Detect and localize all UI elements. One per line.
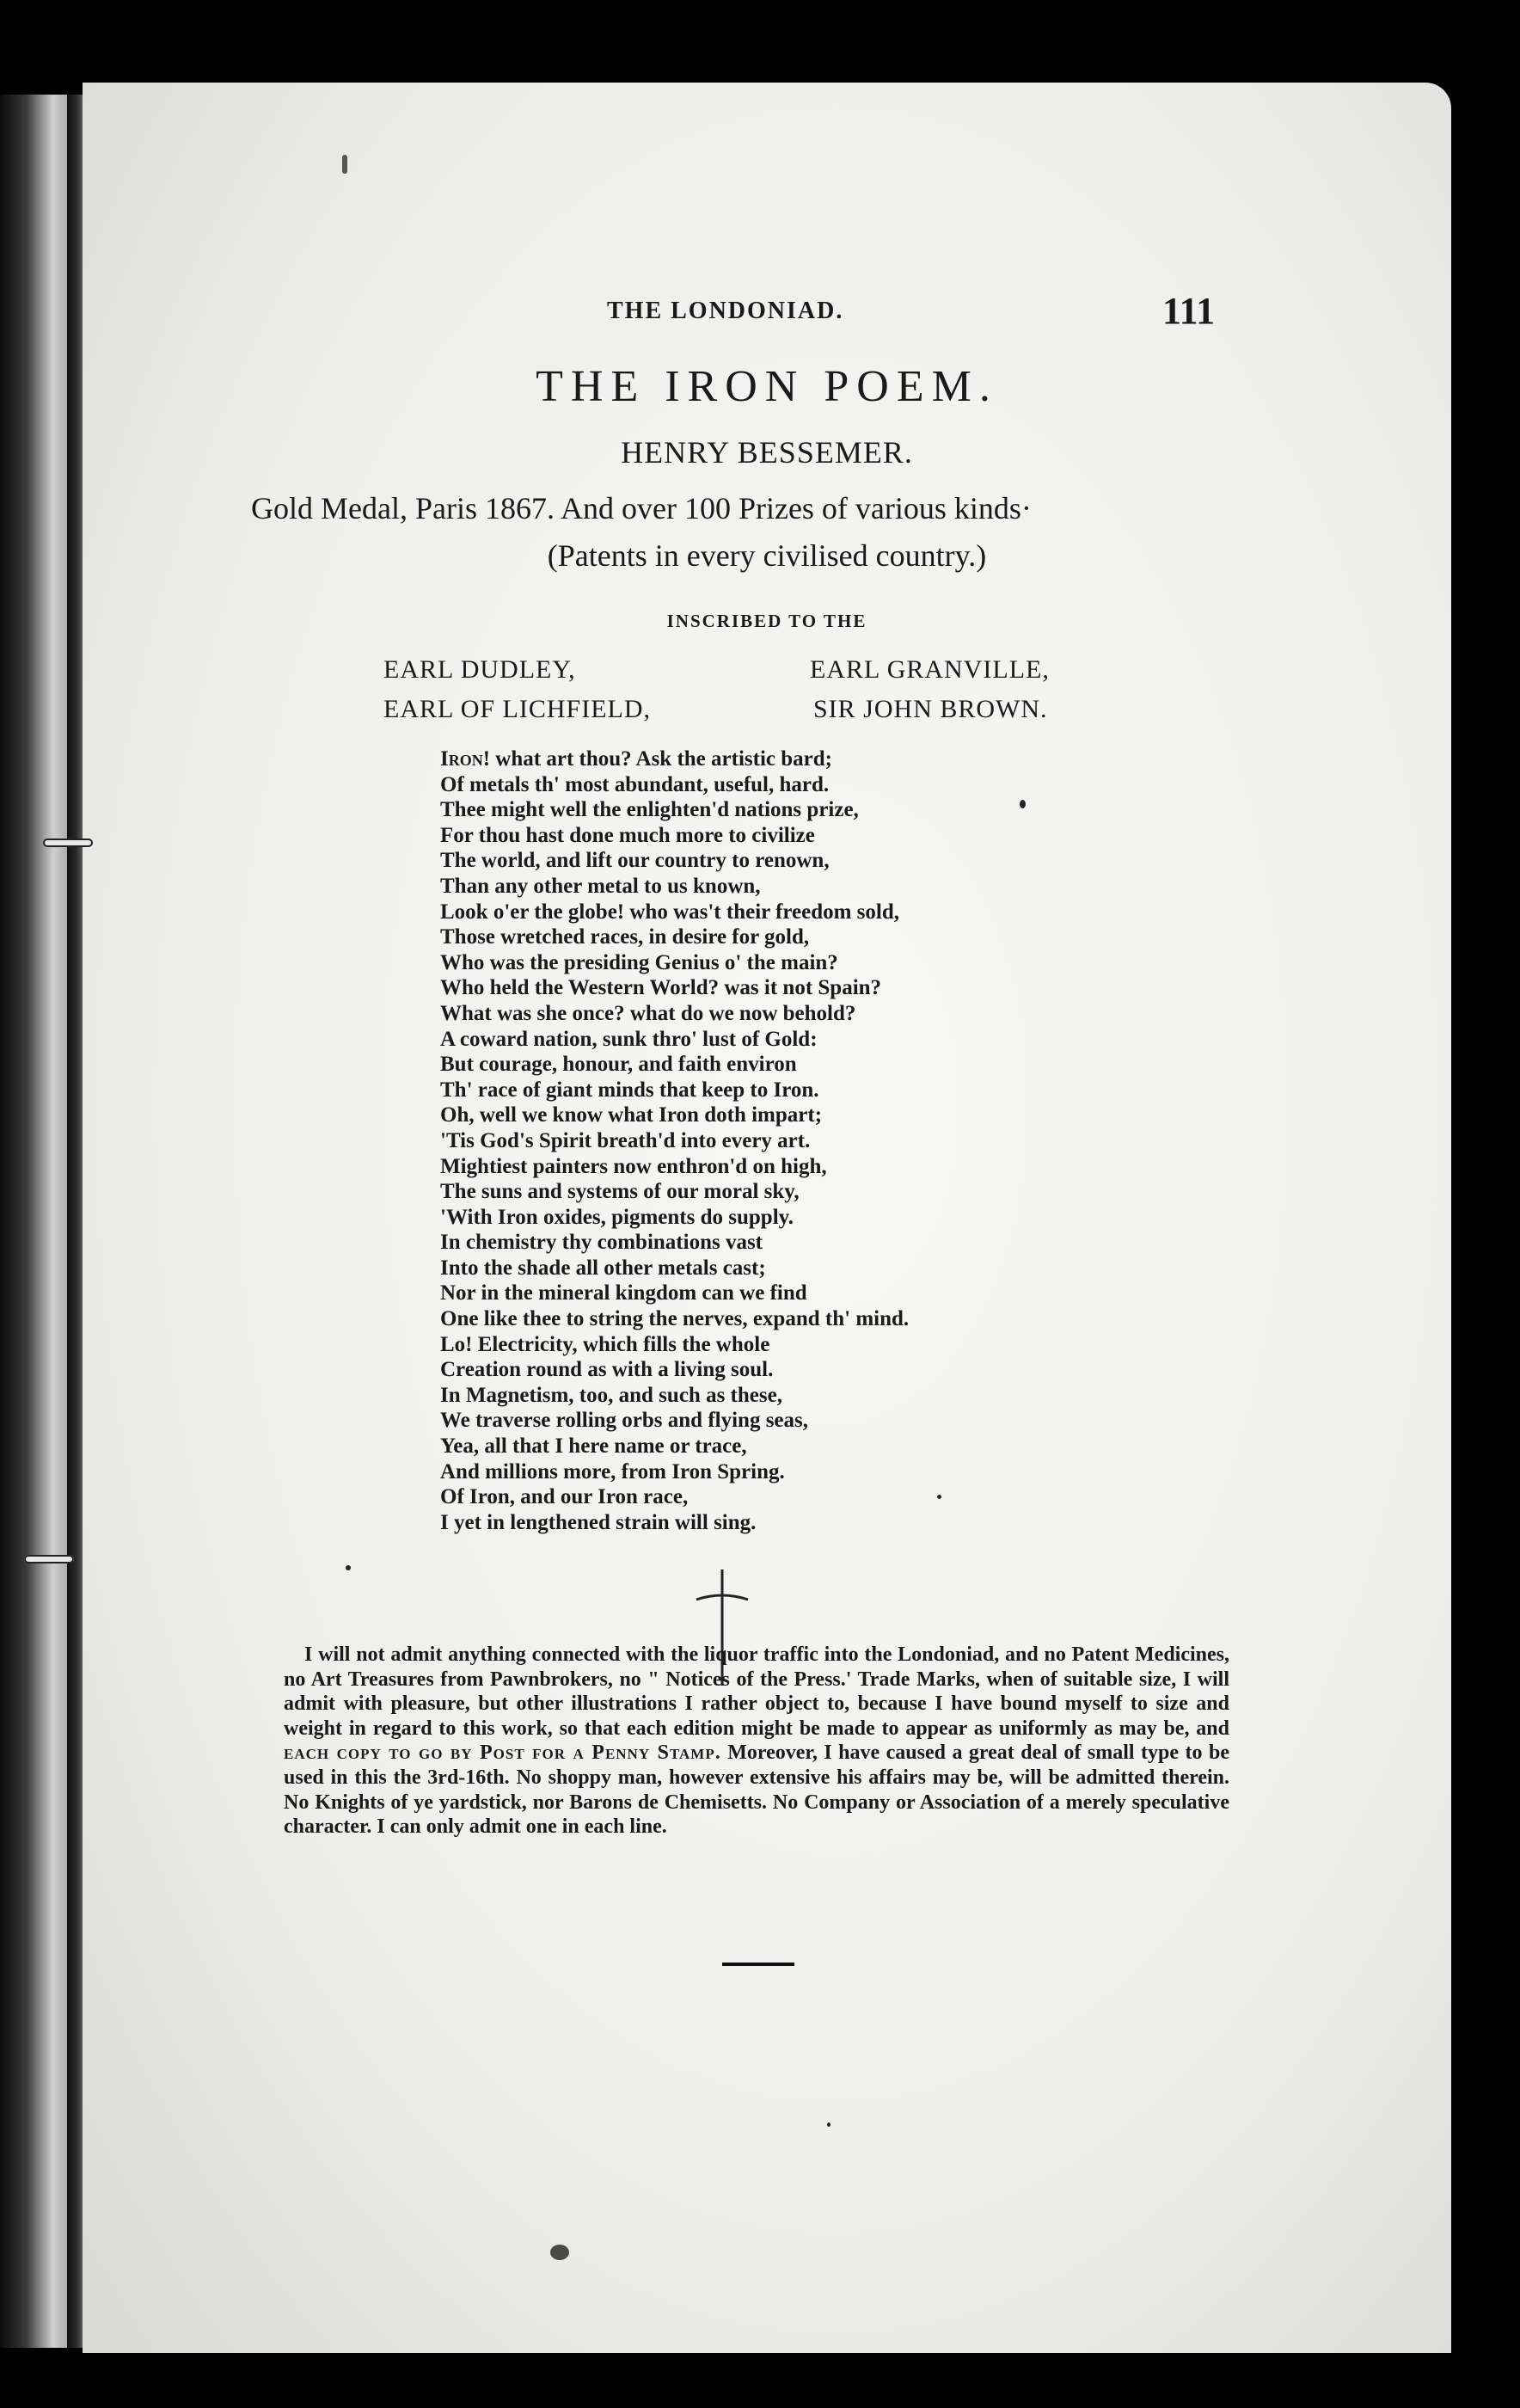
poem-line: Lo! Electricity, which fills the whole [440, 1332, 770, 1356]
advertising-notice [284, 1643, 1229, 1840]
running-head-title: THE LONDONIAD. [607, 298, 844, 324]
poem-line: In chemistry thy combinations vast [440, 1231, 763, 1255]
scan-speck [550, 2245, 569, 2260]
binding-ring [43, 838, 93, 847]
poem-line: And millions more, from Iron Spring. [440, 1459, 785, 1484]
poem-line: Who was the presiding Genius o' the main? [440, 950, 838, 974]
poem-line: A coward nation, sunk thro' lust of Gold: [440, 1027, 818, 1051]
poem-line: Who held the Western World? was it not Spain? [440, 976, 882, 1000]
page-number: 111 [1162, 290, 1216, 332]
poem-line: 'Tis God's Spirit breath'd into every art. [440, 1128, 811, 1152]
poem-line: In Magnetism, too, and such as these, [440, 1383, 782, 1407]
patents-line: (Patents in every civilised country.) [547, 538, 987, 573]
notice-paragraph: I will not admit anything connected with the liquor traffic into the Londoniad, and no Patent Medicines, no Art Treasures from Pawnbrokers, no " Notices of the Press.' Trade Marks, when of suitable size, I will admit with pleasure, but other illustrations I rather object to, because I have bound myself to size and weight in regard to this work, so that each edition might be made to appear as uniformly as may be, and each copy to go by Post for a Penny Stamp. Moreover, I have caused a great deal of small type to be used in this the 3rd-16th. No shoppy man, however extensive his affairs may be, will be admitted therein. No Knights of ye yardstick, nor Barons de Chemisetts. No Company or Association of a merely speculative character. I can only admit one in each line. [284, 1643, 1229, 1839]
poem-line: Mightiest painters now enthron'd on high, [440, 1154, 827, 1178]
poem-line: For thou hast done much more to civilize [440, 823, 815, 847]
dedicatee: EARL OF LICHFIELD, [383, 695, 652, 723]
poem-line: I yet in lengthened strain will sing. [440, 1510, 757, 1534]
dedicatee: EARL DUDLEY, [383, 655, 576, 684]
poem-line: Of metals th' most abundant, useful, hard. [440, 772, 830, 796]
poem-line: Iron! what art thou? Ask the artistic bard; [440, 747, 832, 771]
poem-line: Yea, all that I here name or trace, [440, 1434, 747, 1459]
poem-line: Look o'er the globe! who was't their freedom sold, [440, 900, 900, 924]
poem-line: Than any other metal to us known, [440, 874, 761, 898]
poem-line: Of Iron, and our Iron race, [440, 1485, 689, 1509]
dedicatee: SIR JOHN BROWN. [813, 695, 1048, 723]
poem-line: Those wretched races, in desire for gold, [440, 925, 810, 949]
poem-line: Th' race of giant minds that keep to Iron. [440, 1078, 819, 1102]
poem-title: THE IRON POEM. [536, 362, 998, 411]
running-head [83, 292, 1451, 344]
poem-line: But courage, honour, and faith environ [440, 1053, 797, 1077]
binding-ring [24, 1555, 74, 1563]
poem-author: HENRY BESSEMER. [621, 435, 913, 470]
poem-line: What was she once? what do we now behold? [440, 1001, 856, 1025]
medal-line: Gold Medal, Paris 1867. And over 100 Prizes of various kinds· [251, 491, 1032, 525]
poem-line: 'With Iron oxides, pigments do supply. [440, 1205, 794, 1229]
poem-first-word: Iron [440, 747, 483, 771]
poem-line: The suns and systems of our moral sky, [440, 1180, 800, 1204]
poem-line: Thee might well the enlighten'd nations prize, [440, 798, 859, 822]
poem-line: Creation round as with a living soul. [440, 1358, 774, 1382]
poem-line: Into the shade all other metals cast; [440, 1256, 766, 1280]
scan-speck [1020, 800, 1026, 808]
scan-speck [827, 2122, 830, 2127]
scan-speck [937, 1495, 941, 1499]
poem-line: The world, and lift our country to renown, [440, 849, 830, 873]
poem-line: One like thee to string the nerves, expand th' mind. [440, 1307, 910, 1331]
dedicatee: EARL GRANVILLE, [810, 655, 1050, 684]
inscription-label: INSCRIBED TO THE [666, 611, 867, 631]
poem-line: Nor in the mineral kingdom can we find [440, 1281, 807, 1305]
poem-body [440, 746, 1094, 1535]
facing-page-edge [0, 95, 76, 2348]
scan-speck [342, 155, 347, 174]
scan-speck [346, 1565, 351, 1570]
poem-line: Oh, well we know what Iron doth impart; [440, 1103, 823, 1127]
notice-emphasis: each copy to go by Post for a Penny Stamp. [284, 1742, 721, 1765]
closing-rule [722, 1963, 794, 1966]
poem-line: We traverse rolling orbs and flying seas, [440, 1409, 809, 1433]
